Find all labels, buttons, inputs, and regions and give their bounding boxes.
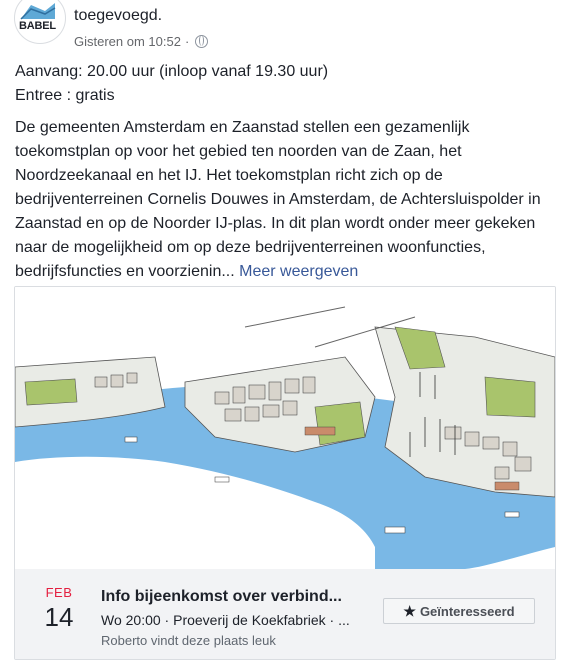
post-timestamp[interactable]: Gisteren om 10:52 bbox=[74, 34, 181, 49]
event-social-context: Roberto vindt deze plaats leuk bbox=[101, 633, 276, 648]
post-meta bbox=[74, 34, 208, 49]
event-footer bbox=[15, 569, 555, 659]
event-cover-illustration[interactable] bbox=[15, 287, 555, 569]
event-month: FEB bbox=[45, 585, 73, 600]
author-line: toegevoegd. bbox=[74, 7, 163, 24]
event-day: 14 bbox=[44, 602, 74, 632]
post-body bbox=[15, 116, 555, 284]
interested-label: Geïnteresseerd bbox=[419, 603, 515, 619]
globe-icon[interactable] bbox=[195, 35, 208, 48]
babel-logo-icon bbox=[19, 1, 59, 21]
see-more-link[interactable]: Meer weergeven bbox=[239, 263, 359, 280]
interested-button[interactable] bbox=[383, 598, 535, 624]
event-card[interactable] bbox=[14, 286, 556, 660]
start-time-line: Aanvang: 20.00 uur (inloop vanaf 19.30 uur) bbox=[15, 63, 329, 80]
post-body-text: De gemeenten Amsterdam en Zaanstad stellen een gezamenlijk toekomstplan op voor het gebied ten noorden van de Zaan, het Noordzeekanaal en het IJ. Het toekomstplan richt zich op de bedrijventerreinen Cornelis Douwes in Amsterdam, de Achtersluispolder in Zaanstad en op de Noorder IJ-plas. In dit plan wordt onder meer gekeken naar de mogelijkheid om op deze bedrijventerreinen woonfuncties, bedrijfsfuncties en voorzienin... bbox=[15, 119, 541, 280]
meta-separator: · bbox=[184, 34, 190, 49]
event-title[interactable]: Info bijeenkomst over verbind... bbox=[101, 588, 342, 605]
event-date bbox=[33, 585, 85, 633]
logo-text: BABEL bbox=[19, 20, 56, 32]
event-subtitle: Wo 20:00 · Proeverij de Koekfabriek · ... bbox=[101, 612, 350, 628]
entry-line: Entree : gratis bbox=[15, 87, 115, 104]
star-icon: ★ bbox=[403, 602, 416, 619]
post-info bbox=[15, 60, 555, 108]
post-header bbox=[0, 0, 568, 60]
page-avatar[interactable] bbox=[14, 0, 66, 44]
